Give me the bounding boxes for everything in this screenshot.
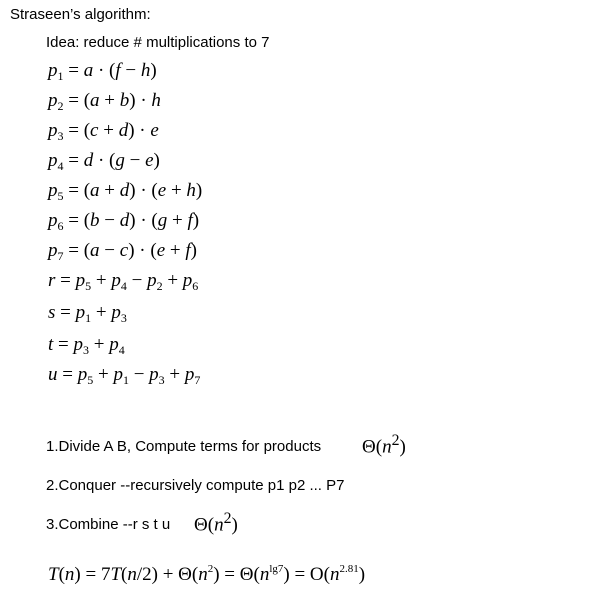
equation-p6: $p_6 = (b - d) \cdot (g + f)$ — [48, 210, 200, 233]
idea-line: Idea: reduce # multiplications to 7 — [46, 34, 270, 51]
step-3: 3.Combine --r s t u — [46, 516, 171, 533]
equation-p2: $p_2 = (a + b) \cdot h$ — [48, 90, 161, 113]
equation-p4: $p_4 = d \cdot (g - e)$ — [48, 150, 160, 173]
equation-u: $u = p_5 + p_1 - p_3 + p_7$ — [48, 364, 201, 387]
equation-t: $t = p_3 + p_4$ — [48, 334, 125, 357]
equation-s: $s = p_1 + p_3$ — [48, 302, 127, 325]
equation-p5: $p_5 = (a + d) \cdot (e + h)$ — [48, 180, 203, 203]
recurrence-equation: $T(n) = 7T(n/2) + \Theta(n^2) = \Theta(n^{lg7}) = O(n^{2.81})$ — [48, 563, 366, 585]
equation-p3: $p_3 = (c + d) \cdot e$ — [48, 120, 159, 143]
step-2: 2.Conquer --recursively compute p1 p2 ... P7 — [46, 477, 345, 494]
equation-p1: $p_1 = a \cdot (f - h)$ — [48, 60, 157, 83]
page-title: Straseen’s algorithm: — [10, 6, 151, 23]
step-1-cost: $\Theta(n^2)$ — [362, 432, 406, 458]
step-1: 1.Divide A B, Compute terms for products — [46, 438, 322, 455]
equation-r: $r = p_5 + p_4 - p_2 + p_6$ — [48, 270, 199, 293]
step-3-cost: $\Theta(n^2)$ — [194, 510, 238, 536]
equation-p7: $p_7 = (a - c) \cdot (e + f)$ — [48, 240, 197, 263]
